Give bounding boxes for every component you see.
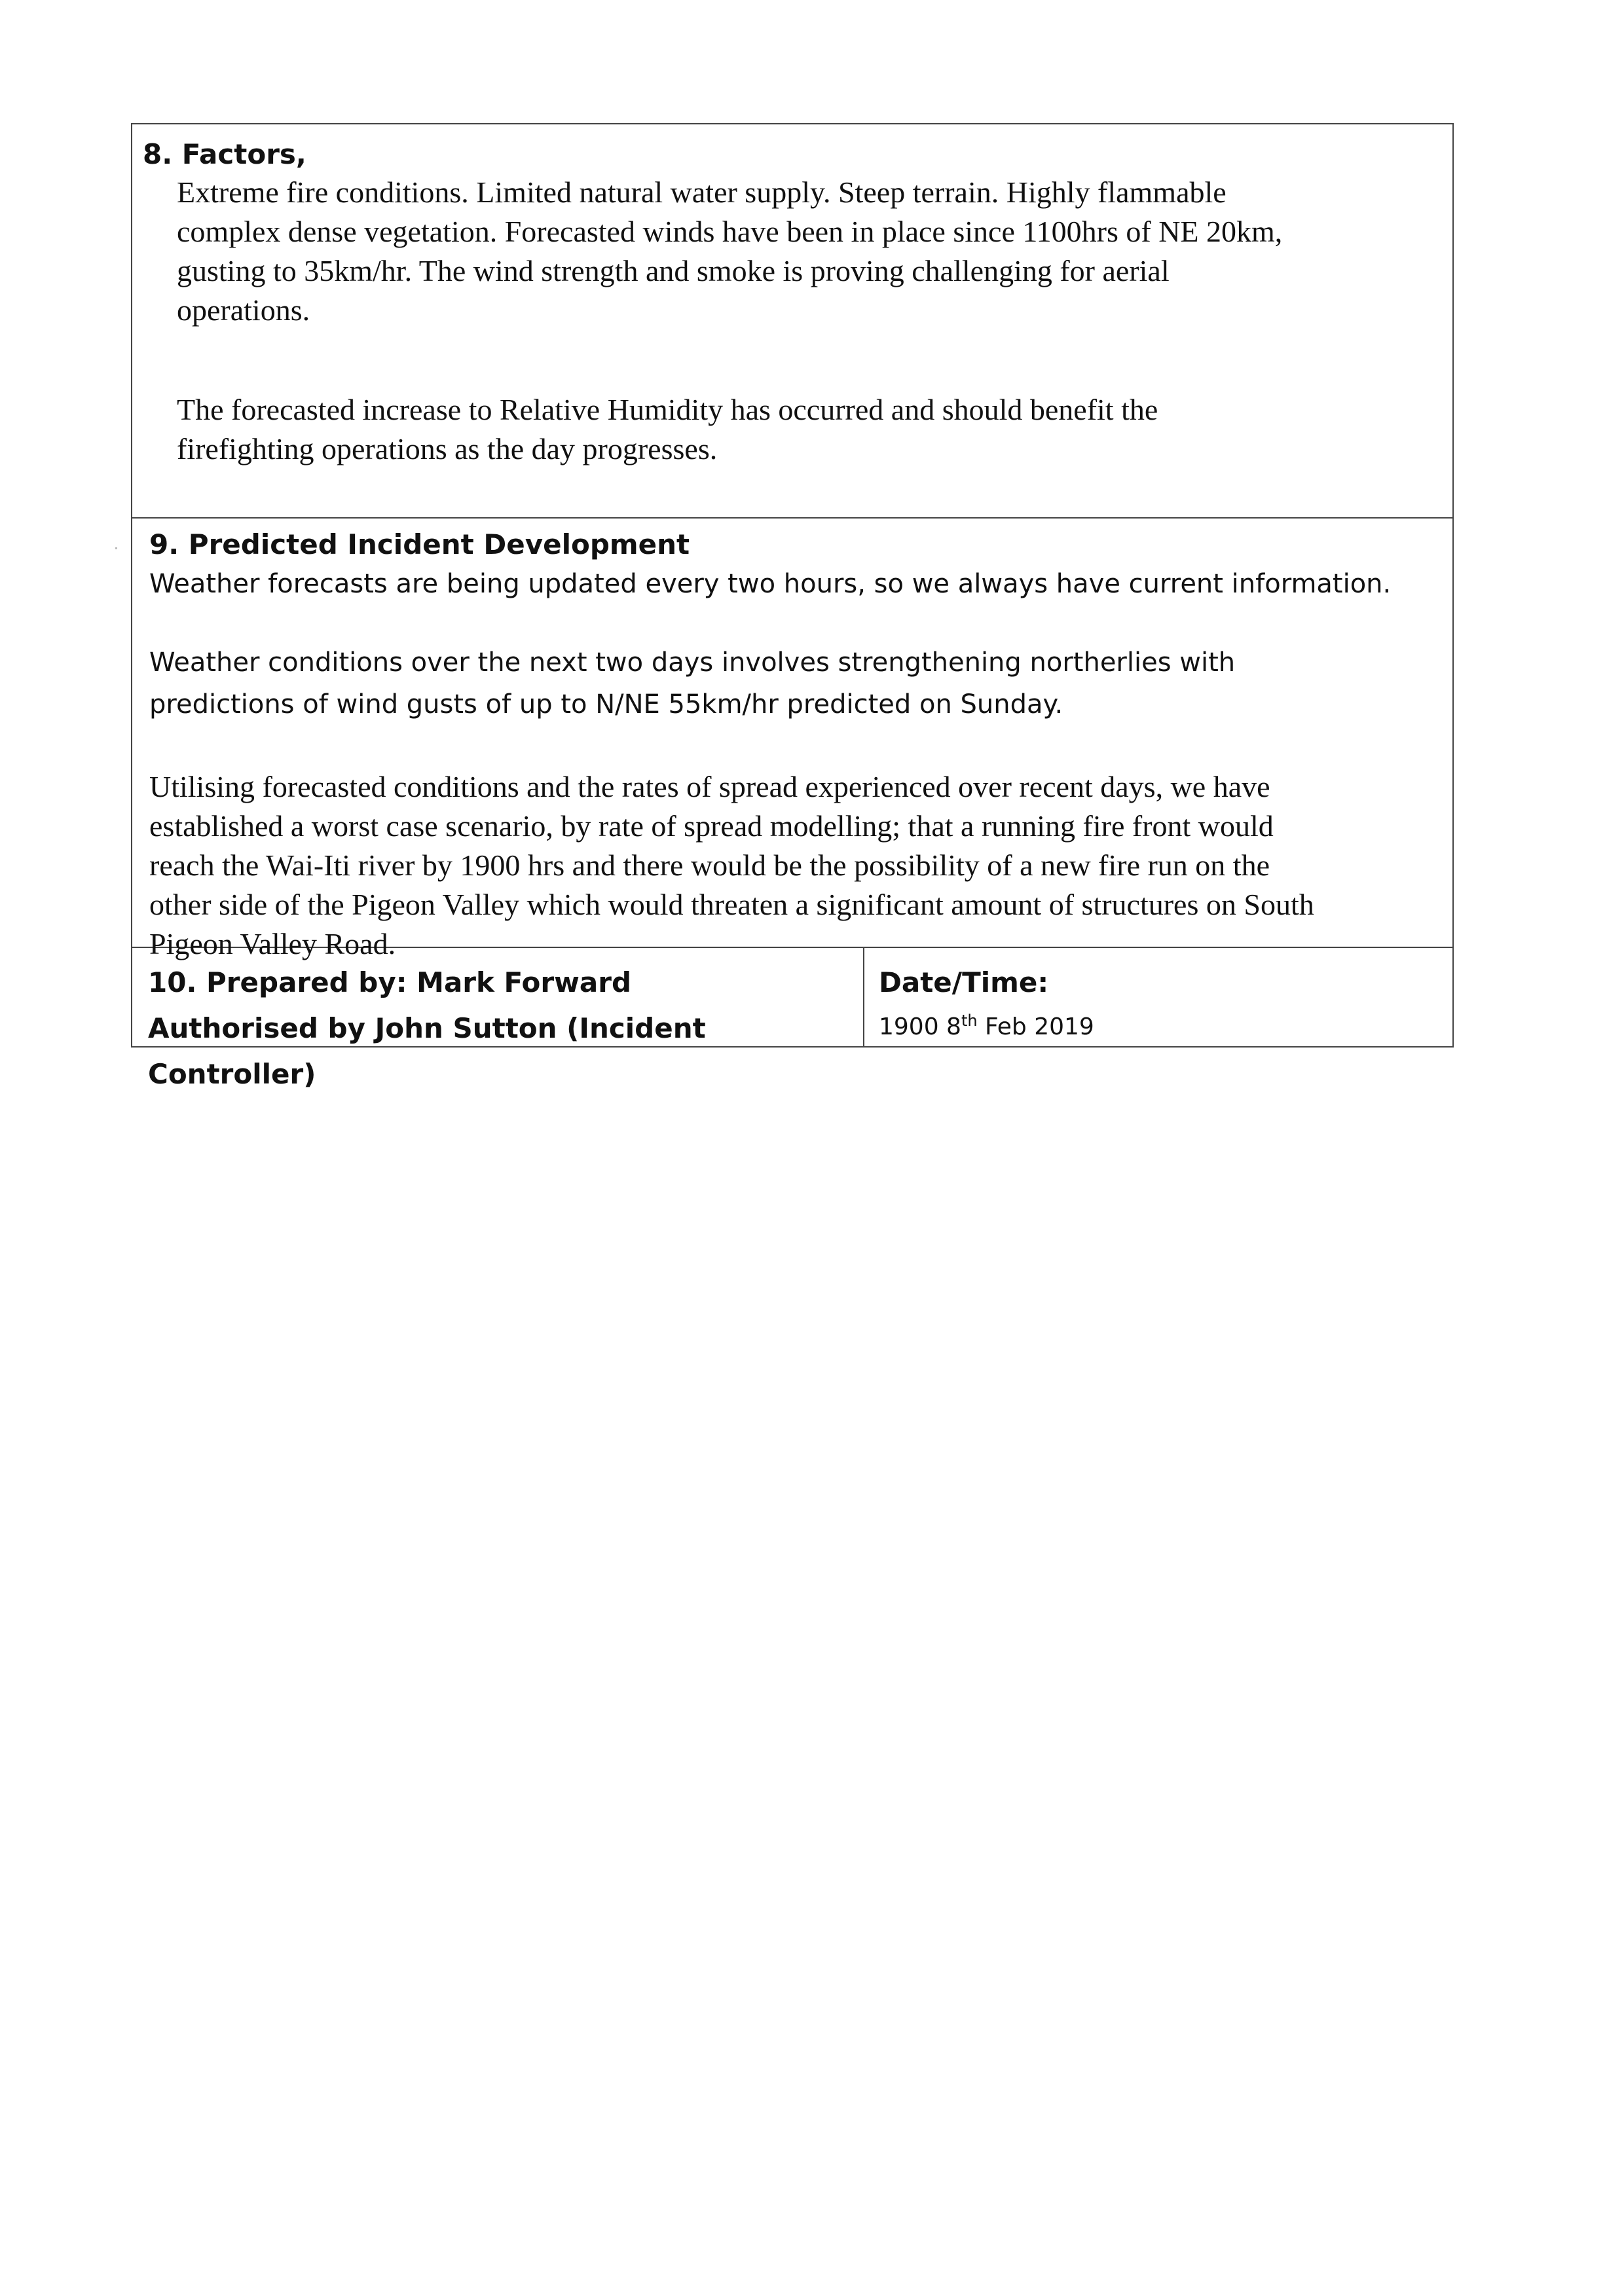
factors-line: Extreme fire conditions. Limited natural water supply. Steep terrain. Highly flammable [177,175,1227,209]
date-ordinal: th [961,1011,978,1030]
development-line: Weather conditions over the next two days involves strengthening northerlies with [149,647,1236,678]
report-table [131,123,1454,1090]
date-suffix: Feb 2019 [977,1013,1094,1040]
date-prefix: 1900 8 [879,1013,961,1040]
factors-line: The forecasted increase to Relative Humidity has occurred and should benefit the [177,393,1158,426]
development-line: established a worst case scenario, by rate of spread modelling; that a running fire front would [149,809,1274,843]
factors-line: complex dense vegetation. Forecasted winds have been in place since 1100hrs of NE 20km, [177,215,1283,248]
development-line: predictions of wind gusts of up to N/NE 55km/hr predicted on Sunday. [149,689,1063,720]
development-line: Utilising forecasted conditions and the rates of spread experienced over recent days, we have [149,770,1270,803]
prepared-by: 10. Prepared by: Mark Forward [148,966,632,998]
factors-line: gusting to 35km/hr. The wind strength and smoke is proving challenging for aerial [177,254,1170,287]
development-heading: 9. Predicted Incident Development [149,528,690,560]
development-paragraph-3 [149,767,1442,964]
signoff-datetime [864,948,1452,1046]
factors-section [132,124,1452,519]
scan-artifact [115,547,117,549]
development-line: reach the Wai-Iti river by 1900 hrs and there would be the possibility of a new fire run on the [149,848,1270,882]
development-line: other side of the Pigeon Valley which would threaten a significant amount of structures on South [149,888,1314,921]
factors-paragraph-2 [143,390,1442,469]
development-section [132,519,1452,960]
factors-heading: 8. Factors, [143,138,306,170]
date-time-label: Date/Time: [879,966,1049,998]
development-paragraph-1: Weather forecasts are being updated every two hours, so we always have current information. [149,569,1392,599]
development-paragraph-2 [149,642,1442,725]
signoff-names [132,948,864,1090]
signoff-row [132,948,1452,1090]
date-time-value [879,1006,1452,1049]
factors-line: operations. [177,293,310,327]
factors-paragraph-1 [143,173,1442,330]
factors-line: firefighting operations as the day progresses. [177,432,718,465]
authorised-by: Authorised by John Sutton (Incident Controller) [148,1012,706,1090]
development-line: Pigeon Valley Road. [149,927,396,960]
